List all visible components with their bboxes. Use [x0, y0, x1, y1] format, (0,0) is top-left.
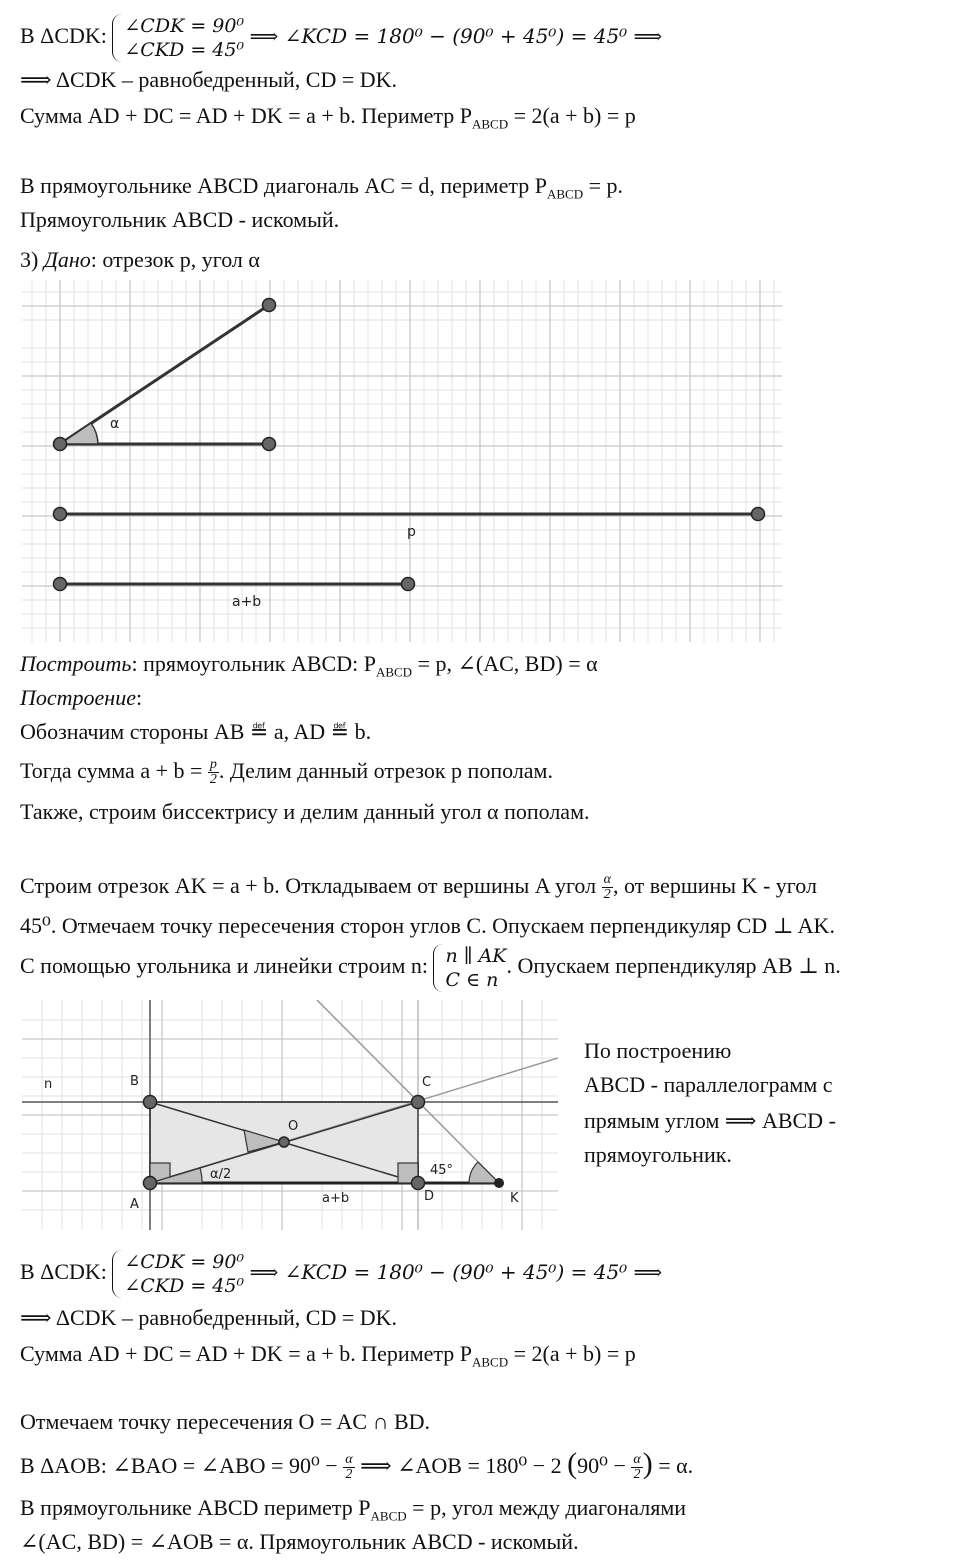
label-o: O — [288, 1119, 299, 1134]
construction-heading — [20, 684, 142, 712]
label-n: n — [44, 1077, 53, 1092]
side-note-2: ABCD - параллелограмм с — [584, 1072, 833, 1097]
p-label: p — [407, 524, 416, 540]
construct-label: Построить — [20, 651, 132, 676]
construction-colon: : — [135, 685, 143, 710]
construct-line — [20, 650, 598, 686]
bottom-line-3-sub: ABCD — [472, 1354, 509, 1370]
construct-step-6a: С помощью угольника и линейки строим n: — [20, 953, 428, 979]
figure-given — [22, 280, 782, 642]
label-a: A — [130, 1197, 139, 1212]
construct-step-1: Обозначим стороны AB ≝ a, AD ≝ b. — [20, 719, 372, 744]
construct-step-2b: . Делим данный отрезок p пополам. — [218, 758, 553, 783]
system-n-row-2: C ∈ n — [445, 969, 499, 991]
construct-step-4 — [20, 872, 817, 902]
bottom-system-row-1: ∠CDK = 90⁰ — [124, 1251, 245, 1273]
top-line-1-prefix: В ΔCDK: — [20, 23, 107, 49]
top-line-4-end: = p. — [583, 173, 624, 198]
construct-step-2 — [20, 757, 553, 787]
given-text: : отрезок p, угол α — [90, 247, 260, 272]
bottom-line-4: Отмечаем точку пересечения O = AC ∩ BD. — [20, 1409, 431, 1434]
bottom-line-3-text: Сумма AD + DC = AD + DK = a + b. Периметр P — [20, 1341, 472, 1366]
label-45: 45° — [430, 1163, 454, 1178]
system-n — [433, 944, 506, 992]
label-b: B — [130, 1074, 139, 1089]
top-line-3-end: = 2(a + b) = p — [508, 103, 636, 128]
construct-sub: ABCD — [375, 664, 413, 680]
top-line-1-suffix: ⟹ ∠KCD = 180⁰ − (90⁰ + 45⁰) = 45⁰ ⟹ — [249, 24, 663, 49]
top-line-4 — [20, 172, 623, 208]
construct-step-3: Также, строим биссектрису и делим данный угол α пополам. — [20, 799, 590, 824]
top-line-3-sub: ABCD — [472, 116, 509, 132]
top-system-row-1: ∠CDK = 90⁰ — [124, 15, 245, 37]
ab-label: a+b — [232, 594, 262, 610]
top-line-1 — [20, 14, 662, 62]
bottom-line-6-end: = p, угол между диагоналями — [406, 1495, 687, 1520]
side-note-1: По построению — [584, 1038, 732, 1063]
construct-step-2a: Тогда сумма a + b = — [20, 758, 203, 783]
construction-label: Построение — [20, 685, 136, 710]
label-d: D — [424, 1189, 435, 1204]
top-line-2: ⟹ ΔCDK – равнобедренный, CD = DK. — [20, 67, 398, 92]
label-c: C — [422, 1075, 432, 1090]
segments — [60, 305, 758, 584]
bottom-line-1-suffix: ⟹ ∠KCD = 180⁰ − (90⁰ + 45⁰) = 45⁰ ⟹ — [249, 1260, 663, 1285]
label-ab: a+b — [322, 1191, 350, 1206]
top-line-3 — [20, 102, 636, 138]
bottom-system — [112, 1250, 244, 1298]
construct-step-4b: , от вершины K - угол — [612, 873, 817, 898]
top-system-row-2: ∠CKD = 45⁰ — [124, 39, 245, 61]
bottom-line-5c: = α. — [658, 1453, 694, 1478]
bottom-line-7: ∠(AC, BD) = ∠AOB = α. Прямоугольник ABCD - искомый. — [20, 1529, 579, 1554]
construct-text: : прямоугольник ABCD: P — [131, 651, 376, 676]
top-line-4-text: В прямоугольнике ABCD диагональ AC = d, периметр P — [20, 173, 547, 198]
top-line-4-sub: ABCD — [546, 186, 584, 202]
bottom-line-5-inner: 90⁰ − — [577, 1453, 626, 1478]
bottom-line-5a: В ΔAOB: ∠BAO = ∠ABO = 90⁰ − — [20, 1453, 338, 1478]
construct-step-5: 45⁰. Отмечаем точку пересечения сторон углов C. Опускаем перпендикуляр CD ⊥ AK. — [20, 913, 835, 938]
side-note-3: прямым углом ⟹ ABCD - — [584, 1108, 836, 1133]
label-k: K — [510, 1191, 519, 1206]
bottom-line-1 — [20, 1250, 662, 1298]
fraction-alpha-over-2-b: $\frac{\alpha}{2}$ — [633, 1452, 641, 1483]
label-half-alpha: α/2 — [210, 1167, 232, 1182]
top-line-5: Прямоугольник ABCD - искомый. — [20, 207, 340, 232]
fraction-alpha-over-2-a: $\frac{\alpha}{2}$ — [345, 1452, 353, 1483]
side-note-4: прямоугольник. — [584, 1142, 732, 1167]
bottom-line-2: ⟹ ΔCDK – равнобедренный, CD = DK. — [20, 1305, 398, 1330]
bottom-line-6-sub: ABCD — [370, 1508, 407, 1524]
alpha-label: α — [110, 416, 120, 432]
fraction-alpha-over-2: $\frac{\alpha}{2}$ — [603, 872, 611, 903]
fraction-p-over-2: $\frac{p}{2}$ — [209, 757, 217, 788]
construct-step-6b: . Опускаем перпендикуляр AB ⊥ n. — [506, 953, 841, 979]
top-system — [112, 14, 244, 62]
system-n-row-1: n ∥ AK — [445, 945, 507, 967]
bottom-line-3-end: = 2(a + b) = p — [508, 1341, 636, 1366]
construct-end: = p, ∠(AC, BD) = α — [412, 651, 598, 676]
given-line — [20, 246, 260, 274]
bottom-line-5b: ⟹ ∠AOB = 180⁰ − 2 — [360, 1453, 562, 1478]
bottom-line-6 — [20, 1494, 686, 1530]
bottom-system-row-2: ∠CKD = 45⁰ — [124, 1275, 245, 1297]
top-line-3-text: Сумма AD + DC = AD + DK = a + b. Периметр P — [20, 103, 472, 128]
given-number: 3) — [20, 247, 39, 272]
bottom-line-5: В ΔAOB: ∠BAO = ∠ABO = 90⁰ − $\frac{\alpha}{2}$ ⟹ ∠AOB = 180⁰ − 2 (90⁰ − $\frac{\alpha}{2}$ ) = α. — [20, 1447, 694, 1483]
construct-step-6 — [20, 944, 841, 992]
bottom-line-1-prefix: В ΔCDK: — [20, 1259, 107, 1285]
construct-step-4a: Строим отрезок AK = a + b. Откладываем от вершины A угол — [20, 873, 597, 898]
given-label: Дано — [43, 247, 91, 272]
bottom-line-6-text: В прямоугольнике ABCD периметр P — [20, 1495, 371, 1520]
figure-construction — [22, 1000, 558, 1230]
bottom-line-3 — [20, 1340, 636, 1376]
